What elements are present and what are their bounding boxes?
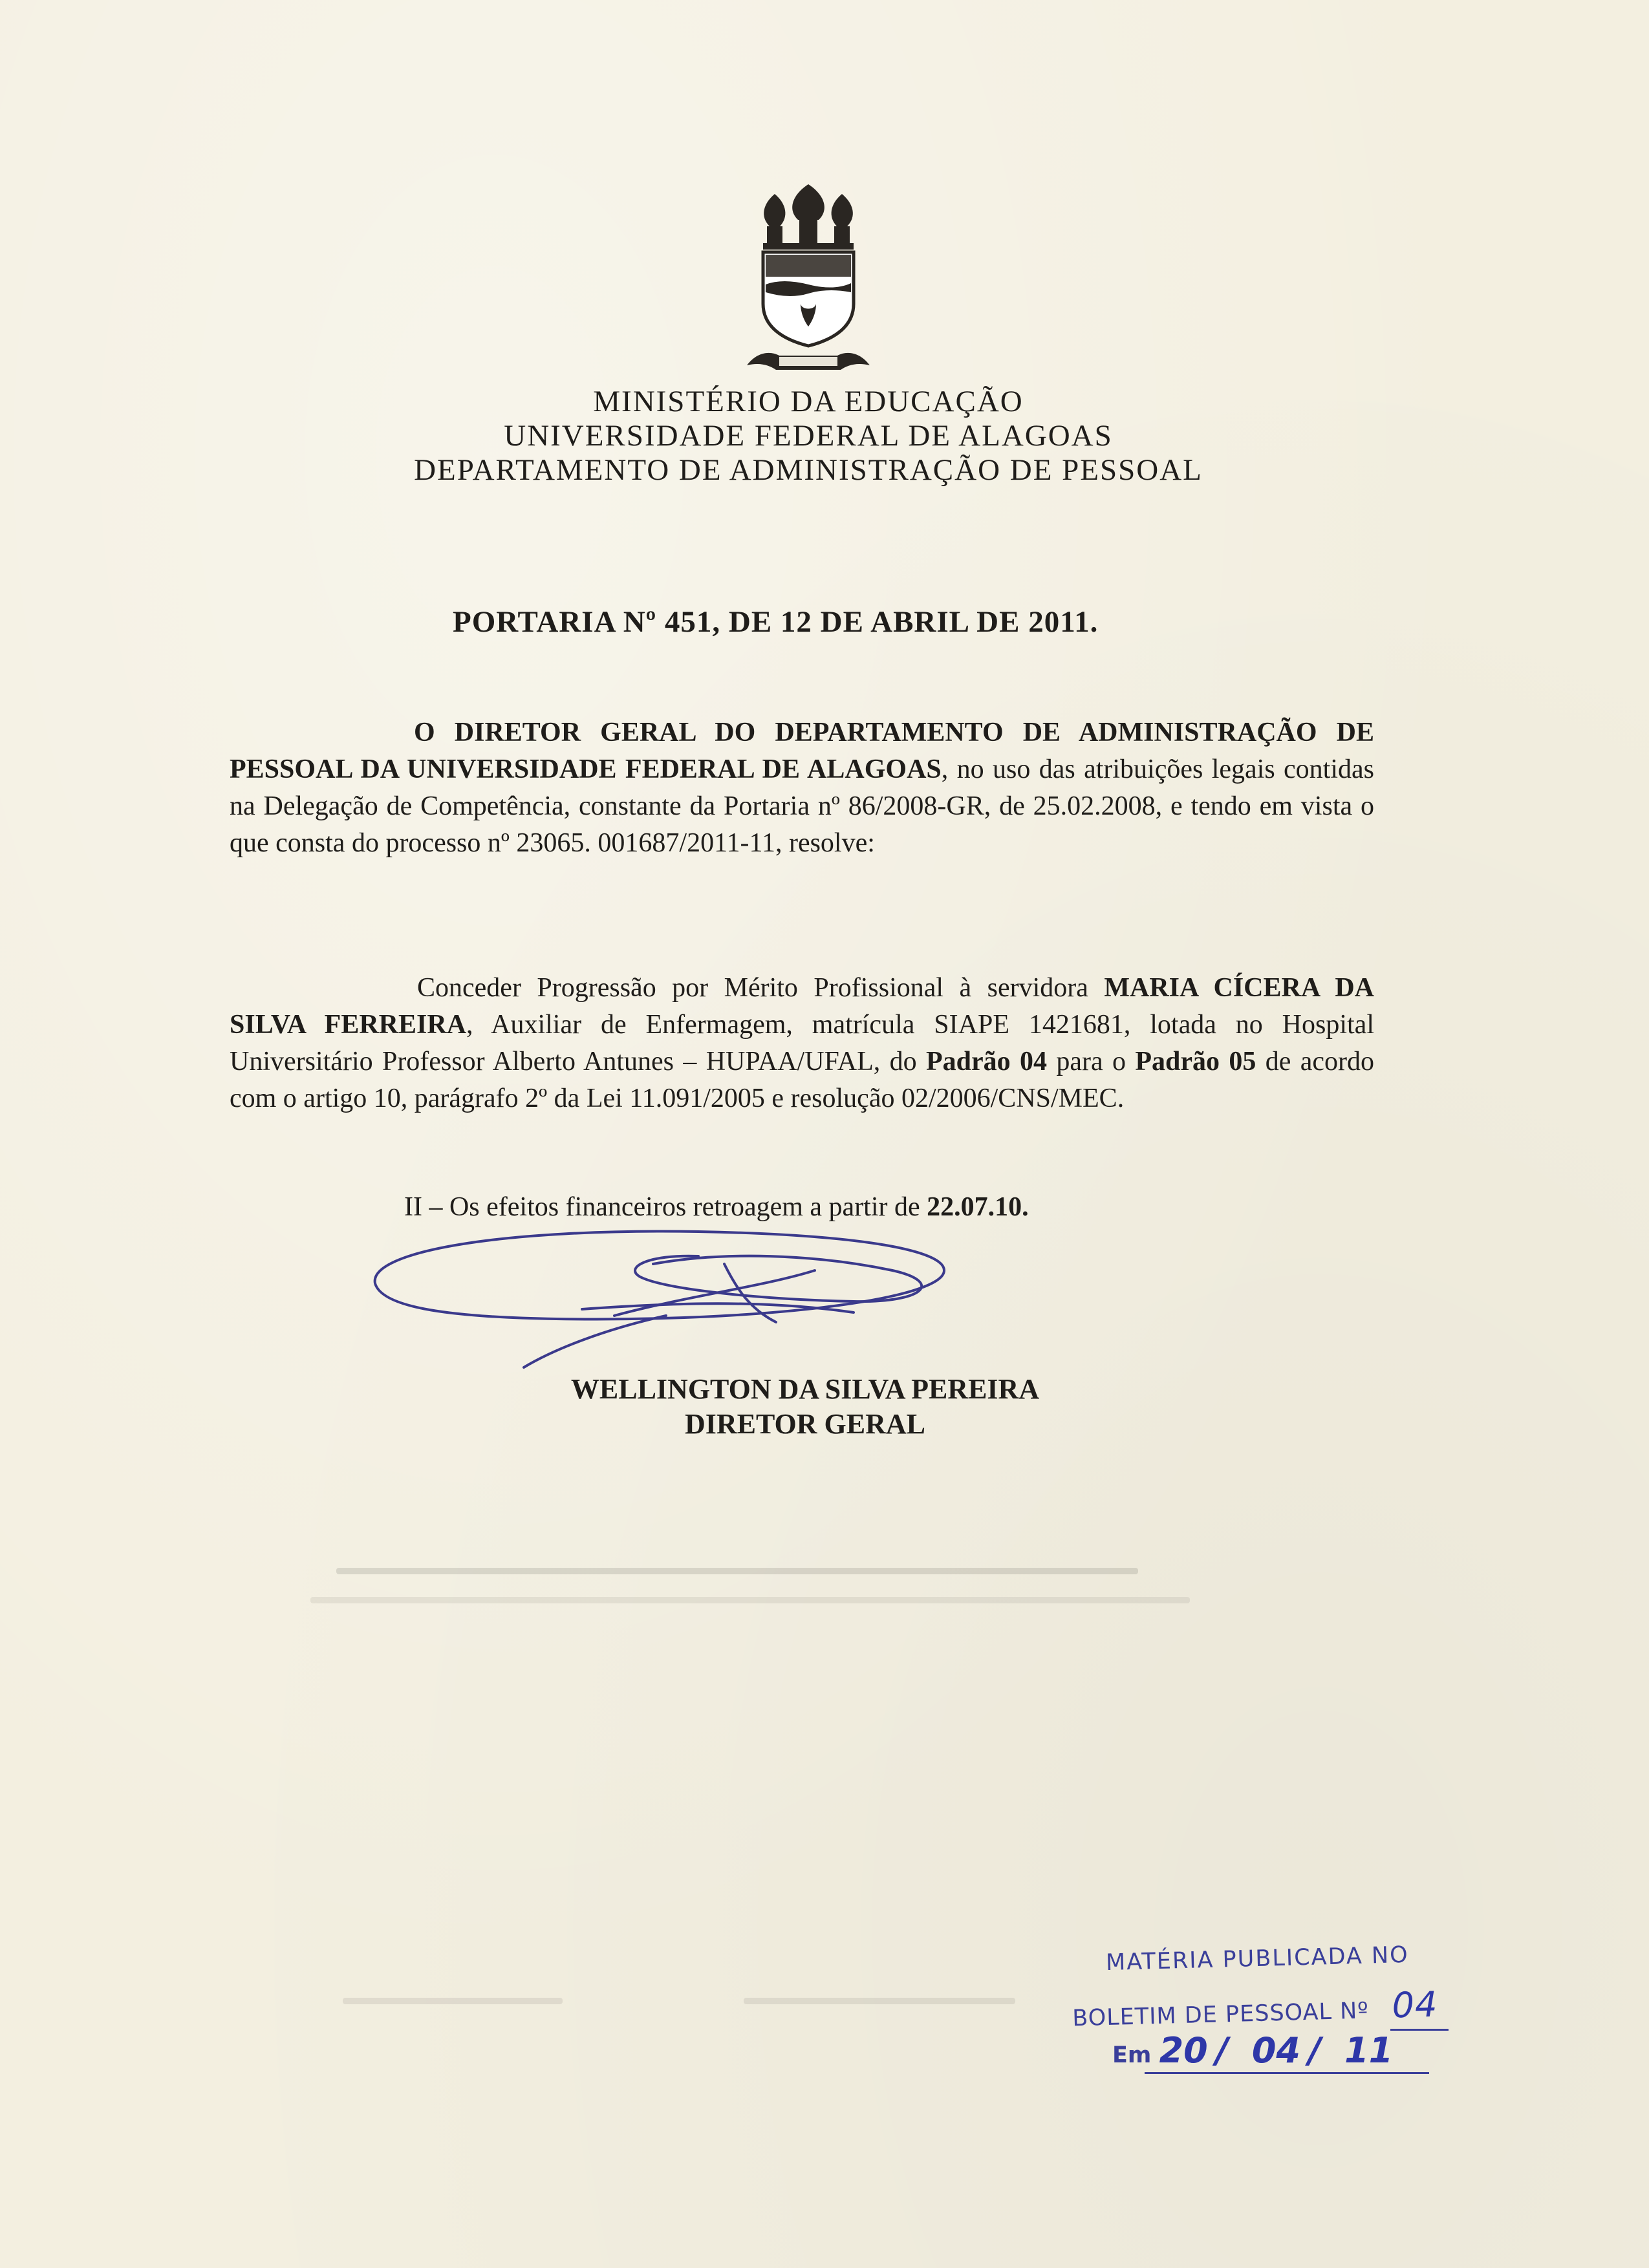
resolution-paragraph	[230, 970, 1374, 1117]
stamp-date-label: Em	[1112, 2042, 1152, 2068]
stamp-date-separator: /	[1308, 2030, 1321, 2071]
effects-date: 22.07.10.	[927, 1192, 1029, 1222]
stamp-line-1: MATÉRIA PUBLICADA NO	[1105, 1942, 1410, 1976]
stamp-date-underline	[1145, 2072, 1429, 2074]
department-name: DEPARTAMENTO DE ADMINISTRAÇÃO DE PESSOAL	[414, 453, 1203, 487]
preamble-paragraph	[230, 714, 1374, 862]
bleed-through-line	[336, 1568, 1138, 1574]
university-name: UNIVERSIDADE FEDERAL DE ALAGOAS	[504, 419, 1113, 453]
padrao-from: Padrão 04	[925, 1047, 1047, 1076]
effects-paragraph	[404, 1192, 1029, 1223]
document-title: PORTARIA Nº 451, DE 12 DE ABRIL DE 2011.	[453, 605, 1099, 639]
ministry-name: MINISTÉRIO DA EDUCAÇÃO	[593, 385, 1024, 418]
bleed-through-line	[343, 1998, 563, 2004]
stamp-year: 11	[1344, 2030, 1394, 2071]
stamp-bulletin-label: BOLETIM DE PESSOAL Nº	[1072, 1998, 1370, 2032]
stamp-month: 04	[1251, 2030, 1300, 2071]
stamp-day: 20	[1159, 2030, 1208, 2071]
stamp-number-underline	[1390, 2029, 1449, 2031]
resolution-text-2: , Auxiliar de Enfermagem, matrícula SIAPE 1421681, lotada no Hospital Universitário Professor Alberto Antunes – HUPAA/UFAL, do	[230, 1010, 1374, 1076]
effects-text: II – Os efeitos financeiros retroagem a partir de	[404, 1192, 927, 1222]
padrao-to: Padrão 05	[1135, 1047, 1256, 1076]
signatory-name: WELLINGTON DA SILVA PEREIRA	[570, 1373, 1040, 1405]
resolution-text-1: Conceder Progressão por Mérito Profissional à servidora	[417, 973, 1105, 1003]
publication-stamp	[1067, 1933, 1455, 2088]
stamp-date-separator: /	[1215, 2030, 1229, 2071]
resolution-text-3: para o	[1046, 1047, 1136, 1076]
employee-name: MARIA CÍCERA DA SILVA FERREIRA	[230, 973, 1374, 1040]
bleed-through-line	[310, 1597, 1190, 1603]
signatory-role: DIRETOR GERAL	[684, 1408, 926, 1440]
stamp-bulletin-number: 04	[1391, 1984, 1439, 2026]
preamble-text: , no uso das atribuições legais contidas na Delegação de Competência, constante da Portaria nº 86/2008-GR, de 25.02.2008, e tendo em vista o que consta do processo nº 23065. 001687/2011-11, resolve:	[230, 754, 1374, 858]
stamp-line-3	[1112, 2030, 1393, 2071]
institution-header	[0, 385, 1617, 487]
resolution-text-4: de acordo com o artigo 10, parágrafo 2º da Lei 11.091/2005 e resolução 02/2006/CNS/MEC.	[230, 1047, 1374, 1113]
preamble-authority: O DIRETOR GERAL DO DEPARTAMENTO DE ADMINISTRAÇÃO DE PESSOAL DA UNIVERSIDADE FEDERAL DE ALAGOAS	[230, 718, 1374, 784]
stamp-line-2	[1072, 1984, 1438, 2035]
signatory-block	[530, 1372, 1080, 1442]
handwritten-signature	[362, 1225, 1112, 1393]
bleed-through-line	[744, 1998, 1015, 2004]
university-crest-icon	[744, 181, 873, 381]
